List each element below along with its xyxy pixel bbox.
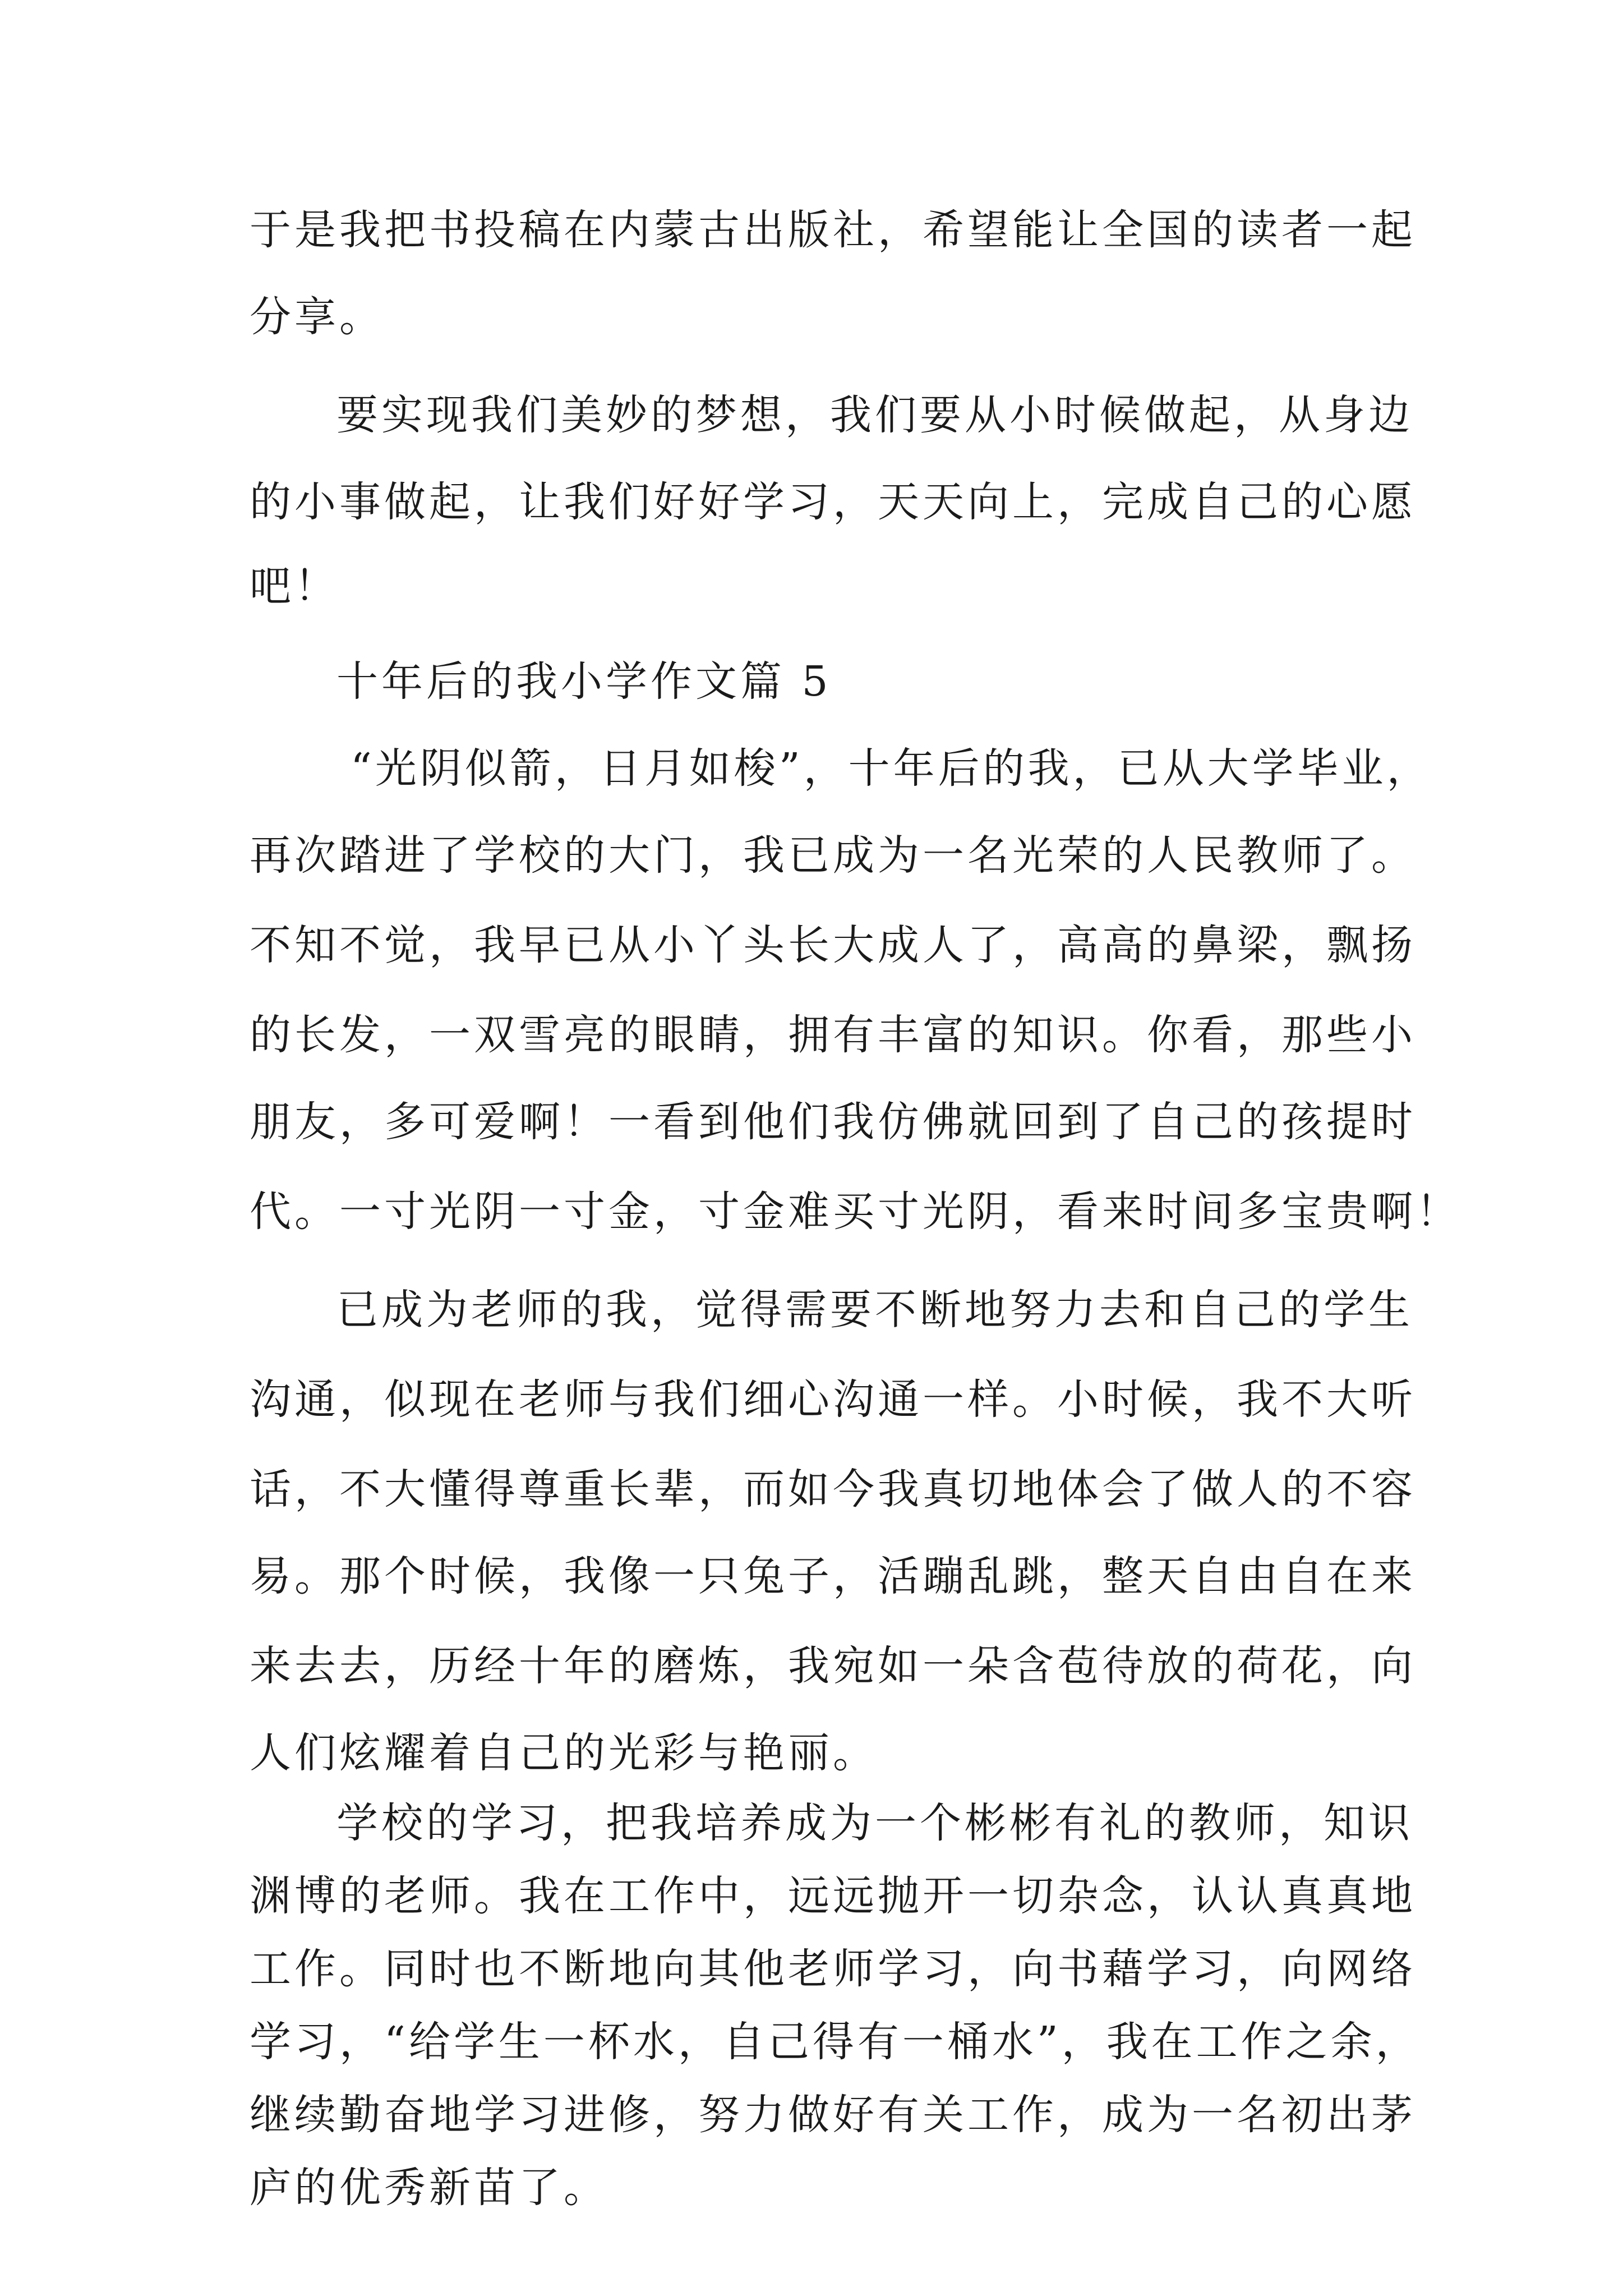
text-line: 不知不觉，我早已从小丫头长大成人了，高高的鼻梁，飘扬: [250, 921, 1416, 969]
section-heading: 十年后的我小学作文篇 5: [336, 657, 832, 706]
text-line: 吧！: [250, 562, 339, 610]
text-line: 于是我把书投稿在内蒙古出版社，希望能让全国的读者一起: [250, 206, 1416, 254]
text-line: 继续勤奋地学习进修，努力做好有关工作，成为一名初出茅: [250, 2091, 1416, 2139]
text-line: 要实现我们美妙的梦想，我们要从小时候做起，从身边: [336, 391, 1413, 439]
text-line: 人们炫耀着自己的光彩与艳丽。: [250, 1729, 878, 1777]
text-line: 再次踏进了学校的大门，我已成为一名光荣的人民教师了。: [250, 831, 1416, 880]
text-line: 话，不大懂得尊重长辈，而如今我真切地体会了做人的不容: [250, 1465, 1416, 1513]
text-line: 渊博的老师。我在工作中，远远抛开一切杂念，认认真真地: [250, 1872, 1416, 1920]
text-line: 的长发，一双雪亮的眼睛，拥有丰富的知识。你看，那些小: [250, 1011, 1416, 1059]
text-line: 易。那个时候，我像一只兔子，活蹦乱跳，整天自由自在来: [250, 1552, 1416, 1600]
text-line: 学校的学习，把我培养成为一个彬彬有礼的教师，知识: [336, 1799, 1413, 1847]
text-line: 庐的优秀新苗了。: [250, 2164, 608, 2212]
text-line: “光阴似箭，日月如梭”，十年后的我，已从大学毕业，: [351, 744, 1432, 793]
text-line: 分享。: [250, 293, 384, 341]
text-line: 的小事做起，让我们好好学习，天天向上，完成自己的心愿: [250, 478, 1416, 526]
text-line: 朋友，多可爱啊！一看到他们我仿佛就回到了自己的孩提时: [250, 1098, 1416, 1146]
text-line: 沟通，似现在老师与我们细心沟通一样。小时候，我不大听: [250, 1375, 1416, 1424]
text-line: 来去去，历经十年的磨炼，我宛如一朵含苞待放的荷花，向: [250, 1642, 1416, 1690]
text-line: 代。一寸光阴一寸金，寸金难买寸光阴，看来时间多宝贵啊！: [250, 1188, 1461, 1236]
text-line: 工作。同时也不断地向其他老师学习，向书藉学习，向网络: [250, 1945, 1416, 1993]
text-line: 已成为老师的我，觉得需要不断地努力去和自己的学生: [336, 1286, 1413, 1334]
text-line: 学习，“给学生一杯水，自己得有一桶水”，我在工作之余，: [250, 2018, 1421, 2066]
